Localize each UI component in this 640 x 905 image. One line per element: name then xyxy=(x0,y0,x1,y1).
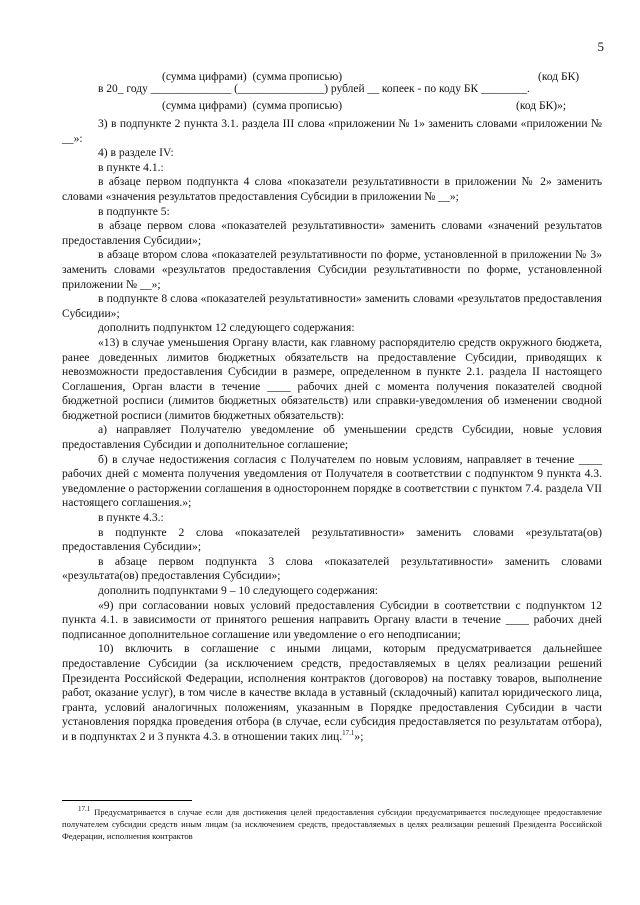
paragraph: в абзаце втором слова «показателей результативности по форме, установленной в приложении № 3» заменить словами «результатов предоставления Субсидии результативности по форме, установленной приложении № __»; xyxy=(62,248,602,291)
form-caption-left-1: (сумма цифрами) (сумма прописью) xyxy=(162,71,343,83)
paragraph: 4) в разделе IV: xyxy=(98,146,174,160)
paragraph-text: 10) включить в соглашение с иными лицами, которым предусматривается дальнейшее предоставление Субсидии (за исключением средств, предоставляемых в целях реализации решений Президента Российской Федерации, исполнения контрактов (договоров) на поставку товаров, выполнение работ, оказание услуг), в том числе в качестве вклада в уставный (складочный) капитал юридического лица, гранта, условий аналогичных положениям, указанным в Порядке предоставления Субсидии в части установления порядка проведения отбора (в случае, если субсидия предоставляется по результатам отбора), и в подпунктах 2 и 3 пункта 4.3. в отношении таких лиц. xyxy=(62,642,602,743)
form-caption-right-2: (код БК)»; xyxy=(516,100,567,112)
paragraph-with-footnote xyxy=(62,642,602,744)
document-body xyxy=(62,117,602,745)
footnote xyxy=(62,806,602,842)
paragraph: дополнить подпунктами 9 – 10 следующего содержания: xyxy=(98,584,379,597)
paragraph: «13) в случае уменьшения Органу власти, как главному распорядителю средств окружного бюджета, ранее доведенных лимитов бюджетных обязательств на предоставление Субсидии, приводящих к невозможности предоставления Субсидии в размере, определенном в пункте 2.1. раздела II настоящего Соглашения, Орган власти в течение ____ рабочих дней с момента получения показателей сводной бюджетной росписи (лимитов бюджетных обязательств) или справки-уведомления об изменении сводной бюджетной росписи (лимитов бюджетных обязательств): xyxy=(62,335,602,422)
paragraph: б) в случае недостижения согласия с Получателем по новым условиям, направляет в течение ____ рабочих дней с момента получения уведомления от Получателя в соответствии с подпунктом 9 пункта 4.3. уведомление о расторжении соглашения в одностороннем порядке в соответствии с пунктом 7.4. раздела VII настоящего соглашения.»; xyxy=(62,452,602,510)
form-caption-left-2: (сумма цифрами) (сумма прописью) xyxy=(162,100,343,112)
paragraph: а) направляет Получателю уведомление об уменьшении средств Субсидии, новые условия предоставления Субсидии и дополнительное соглашение; xyxy=(62,423,602,452)
paragraph: в абзаце первом слова «показателей результативности» заменить словами «значений результатов предоставления Субсидии»; xyxy=(62,219,602,247)
paragraph: в подпункте 2 слова «показателей результативности» заменить словами «результата(ов) предоставления Субсидии»; xyxy=(62,525,602,554)
paragraph: «9) при согласовании новых условий предоставления Субсидии в соответствии с подпунктом 12 пункта 4.1. в зависимости от принятого решения направить Органу власти в течение ____ рабочих дней подписанное дополнительное соглашение или уведомление о его неподписании; xyxy=(62,598,602,641)
page-number: 5 xyxy=(597,39,604,54)
paragraph: в абзаце первом подпункта 4 слова «показатели результативности в приложении № 2» заменить словами «значения результатов предоставления Субсидии в приложении № __»; xyxy=(62,175,602,203)
footnote-reference[interactable]: 17.1 xyxy=(342,729,355,738)
paragraph: в подпункте 5: xyxy=(98,204,170,218)
paragraph: дополнить подпунктом 12 следующего содержания: xyxy=(98,321,355,335)
paragraph: в пункте 4.1.: xyxy=(98,160,164,174)
paragraph-tail: »; xyxy=(354,729,364,743)
form-amount-line: в 20_ году ______________ (_______________) рублей __ копеек - по коду БК ________. xyxy=(98,83,530,95)
footnote-separator xyxy=(62,800,192,801)
paragraph: в подпункте 8 слова «показателей результативности» заменить словами «результатов предоставления Субсидии»; xyxy=(62,292,602,320)
footnote-text: Предусматривается в случае если для достижения целей предоставления субсидии предусматривается последующее предоставление получателем субсидии средств иным лицам (за исключением средств, предоставляемых в целях реализации решений Президента Российской Федерации, исполнения контрактов xyxy=(62,807,603,841)
paragraph: в абзаце первом подпункта 3 слова «показателей результативности» заменить словами «результата(ов) предоставления Субсидии»; xyxy=(62,554,602,583)
footnote-mark: 17.1 xyxy=(78,805,91,814)
form-caption-right-1: (код БК) xyxy=(538,71,580,83)
paragraph: в пункте 4.3.: xyxy=(98,511,164,525)
paragraph: 3) в подпункте 2 пункта 3.1. раздела III слова «приложении № 1» заменить словами «приложении № __»: xyxy=(62,117,602,145)
